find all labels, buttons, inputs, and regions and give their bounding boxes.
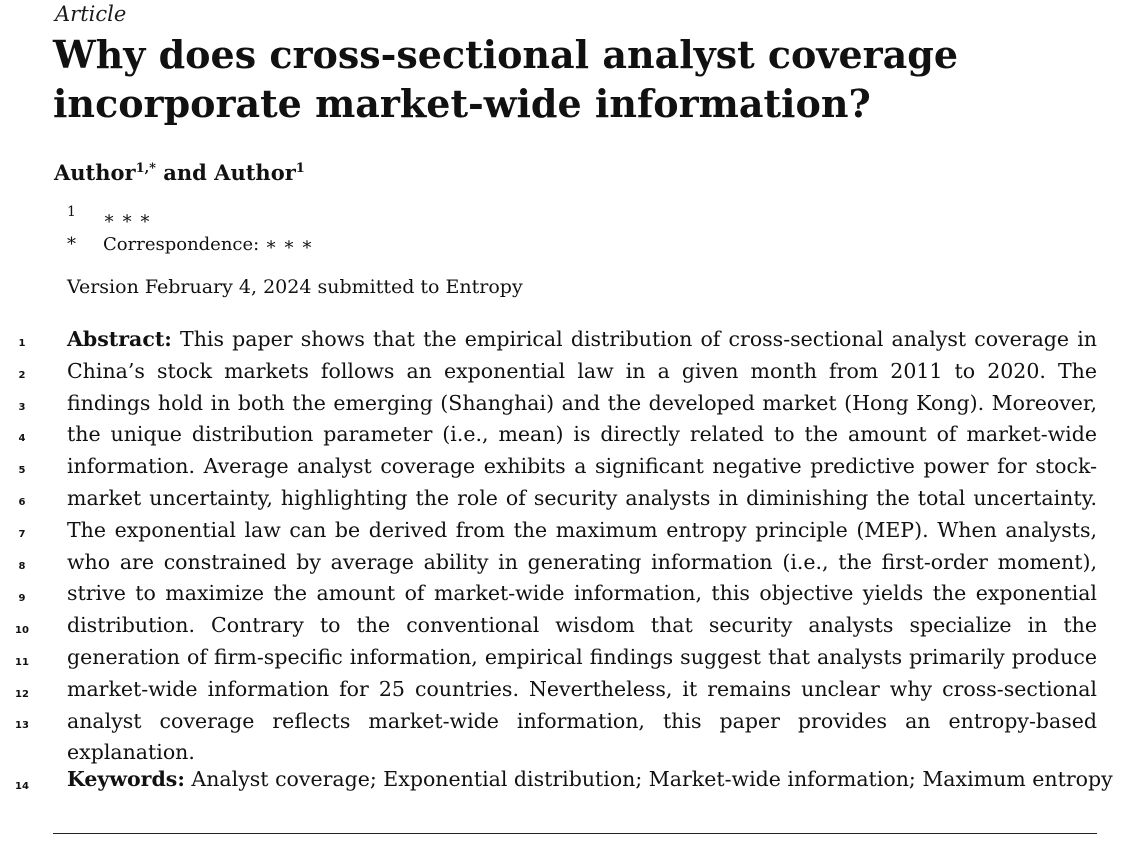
- author-name: Author: [54, 160, 136, 185]
- abstract-text: This paper shows that the empirical distribution of cross-sectional analyst coverage in China’s stock markets follows an exponential law in a given month from 2011 to 2020. The findings hold in both the emerging (Shanghai) and the developed market (Hong Kong). Moreover, the unique distribution parameter (i.e., mean) is directly related to the amount of market-wide information. Average analyst coverage exhibits a significant negative predictive power for stock-market uncertainty, highlighting the role of security analysts in diminishing the total uncertainty. The exponential law can be derived from the maximum entropy principle (MEP). When analysts, who are constrained by average ability in generating information (i.e., the first-order moment), strive to maximize the amount of market-wide information, this objective yields the exponential distribution. Contrary to the conventional wisdom that security analysts specialize in the generation of firm-specific information, empirical findings suggest that analysts primarily produce market-wide information for 25 countries. Nevertheless, it remains unclear why cross-sectional analyst coverage reflects market-wide information, this paper provides an entropy-based explanation.: [67, 327, 1097, 765]
- author-name: Author: [214, 160, 296, 185]
- line-number: 6: [18, 497, 26, 508]
- affiliation-text: ∗ ∗ ∗: [103, 208, 152, 229]
- line-number: 1: [18, 338, 26, 349]
- line-number: 8: [18, 561, 26, 572]
- affiliation-row: [67, 204, 152, 229]
- author-affiliation-mark: 1,*: [135, 161, 156, 176]
- line-number: 11: [15, 657, 29, 668]
- author-affiliation-mark: 1: [295, 161, 305, 176]
- abstract-paragraph: [67, 324, 1097, 769]
- correspondence-mark: *: [67, 234, 76, 255]
- line-number: 14: [15, 781, 29, 792]
- keywords-label: Keywords:: [67, 767, 185, 791]
- author-conjunction: and: [163, 160, 207, 185]
- version-line: Version February 4, 2024 submitted to Entropy: [67, 276, 523, 298]
- article-type-label: Article: [55, 2, 127, 26]
- line-number: 5: [18, 465, 26, 476]
- correspondence-text: Correspondence: ∗ ∗ ∗: [103, 234, 314, 255]
- line-number: 10: [15, 625, 29, 636]
- section-divider: [53, 833, 1097, 834]
- line-number: 9: [18, 593, 26, 604]
- affiliation-mark: 1: [67, 204, 76, 220]
- paper-title: Why does cross-sectional analyst coverage incorporate market-wide information?: [53, 32, 959, 126]
- abstract-label: Abstract:: [67, 327, 172, 351]
- keywords-line: [67, 767, 1113, 791]
- line-number: 7: [18, 529, 26, 540]
- author-list: [54, 160, 305, 185]
- line-number: 4: [18, 433, 26, 444]
- line-number: 2: [18, 370, 26, 381]
- line-number: 13: [15, 720, 29, 731]
- line-number: 3: [18, 402, 26, 413]
- line-number: 12: [15, 689, 29, 700]
- correspondence-row: [67, 234, 313, 255]
- keywords-text: Analyst coverage; Exponential distribution; Market-wide information; Maximum entropy: [191, 767, 1113, 791]
